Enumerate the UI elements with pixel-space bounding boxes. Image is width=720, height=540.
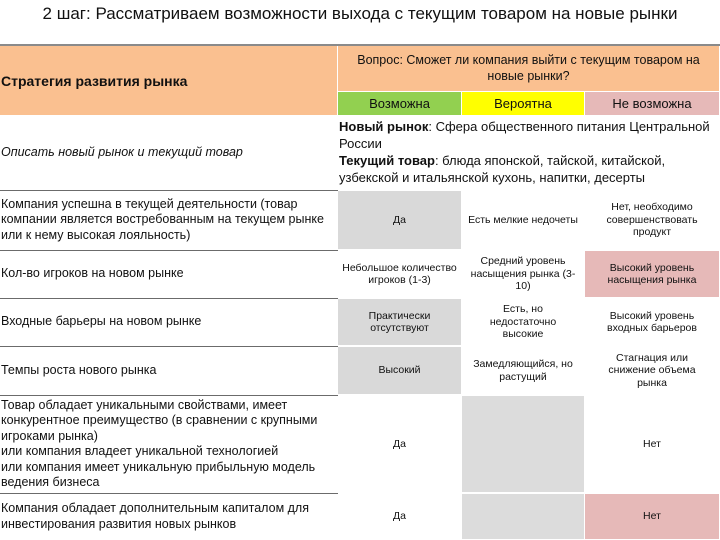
criterion-text: Темпы роста нового рынка [1,362,157,377]
criterion-text: Входные барьеры на новом рынке [1,314,202,329]
answer-text: Нет [643,437,661,450]
answer-text: Нет [643,510,661,523]
criterion-barriers [0,299,338,346]
criterion-capital [0,494,338,540]
answer-possible [338,191,462,250]
answer-probable [462,251,585,298]
answer-text: Средний уровень насыщения рынка (3-10) [470,255,576,293]
criterion-unique [0,396,338,493]
current-product-text: : блюда японской, тайской, китайской, узбекской и итальянской кухонь, напитки, десерты [339,153,666,185]
answer-impossible [585,251,720,298]
answer-probable [462,396,585,493]
strategy-label [0,46,338,116]
market-description [338,118,720,190]
option-probable-header [462,92,585,116]
new-market-label: Новый рынок [339,119,429,134]
answer-possible [338,299,462,346]
answer-probable [462,299,585,346]
question-text: Вопрос: Сможет ли компания выйти с текущим товаром на новые рынки? [357,53,700,83]
answer-impossible [585,347,720,395]
answer-text: Стагнация или снижение объема рынка [608,351,696,389]
answer-text: Высокий [378,364,421,377]
answer-text: Высокий уровень насыщения рынка [607,261,697,286]
answer-text: Высокий уровень входных барьеров [607,309,697,334]
strategy-label-text: Стратегия развития рынка [1,72,188,89]
question-header [338,46,720,92]
criterion-text: Товар обладает уникальными свойствами, имеет конкурентное преимущество (в сравнении с крупными игроками рынка) или компания владеет уникальной технологией или компания имеет уникальную прибыльную модель ведения бизнеса [1,397,318,489]
answer-possible [338,396,462,493]
answer-impossible [585,396,720,493]
new-market-text: : Сфера общественного питания Центральной России [339,119,710,151]
answer-text: Замедляющийся, но растущий [473,358,573,383]
answer-text: Небольшое количество игроков (1-3) [342,261,457,286]
slide-title: 2 шаг: Рассматриваем возможности выхода с текущим товаром на новые рынки [0,0,720,46]
answer-probable [462,347,585,395]
answer-text: Практически отсутствуют [368,309,431,334]
answer-text: Да [393,437,406,450]
answer-probable [462,494,585,540]
criterion-growth [0,347,338,395]
answer-impossible [585,299,720,346]
answer-impossible [585,494,720,540]
answer-text: Нет, необходимо совершенствовать продукт [606,201,698,239]
criterion-text: Кол-во игроков на новом рынке [1,266,184,281]
criterion-text: Компания успешна в текущей деятельности (товар компании является востребованным на текущем рынке или к нему высокая лояльность) [1,196,324,242]
answer-text: Есть мелкие недочеты [468,213,578,226]
option-possible-header [338,92,462,116]
describe-market-label [0,116,338,190]
criterion-text: Компания обладает дополнительным капиталом для инвестирования развития новых рынков [1,501,309,531]
criterion-success [0,191,338,250]
criterion-players [0,251,338,298]
answer-text: Да [393,213,406,226]
answer-probable [462,191,585,250]
describe-market-text: Описать новый рынок и текущий товар [1,144,243,159]
answer-possible [338,251,462,298]
answer-impossible [585,191,720,250]
answer-text: Да [393,510,406,523]
option-impossible-header [585,92,720,116]
answer-possible [338,494,462,540]
option-possible-label: Возможна [369,95,430,111]
answer-possible [338,347,462,395]
option-impossible-label: Не возможна [612,95,692,111]
current-product-label: Текущий товар [339,153,435,168]
answer-text: Есть, но недостаточно высокие [489,303,557,341]
option-probable-label: Вероятна [494,95,552,111]
